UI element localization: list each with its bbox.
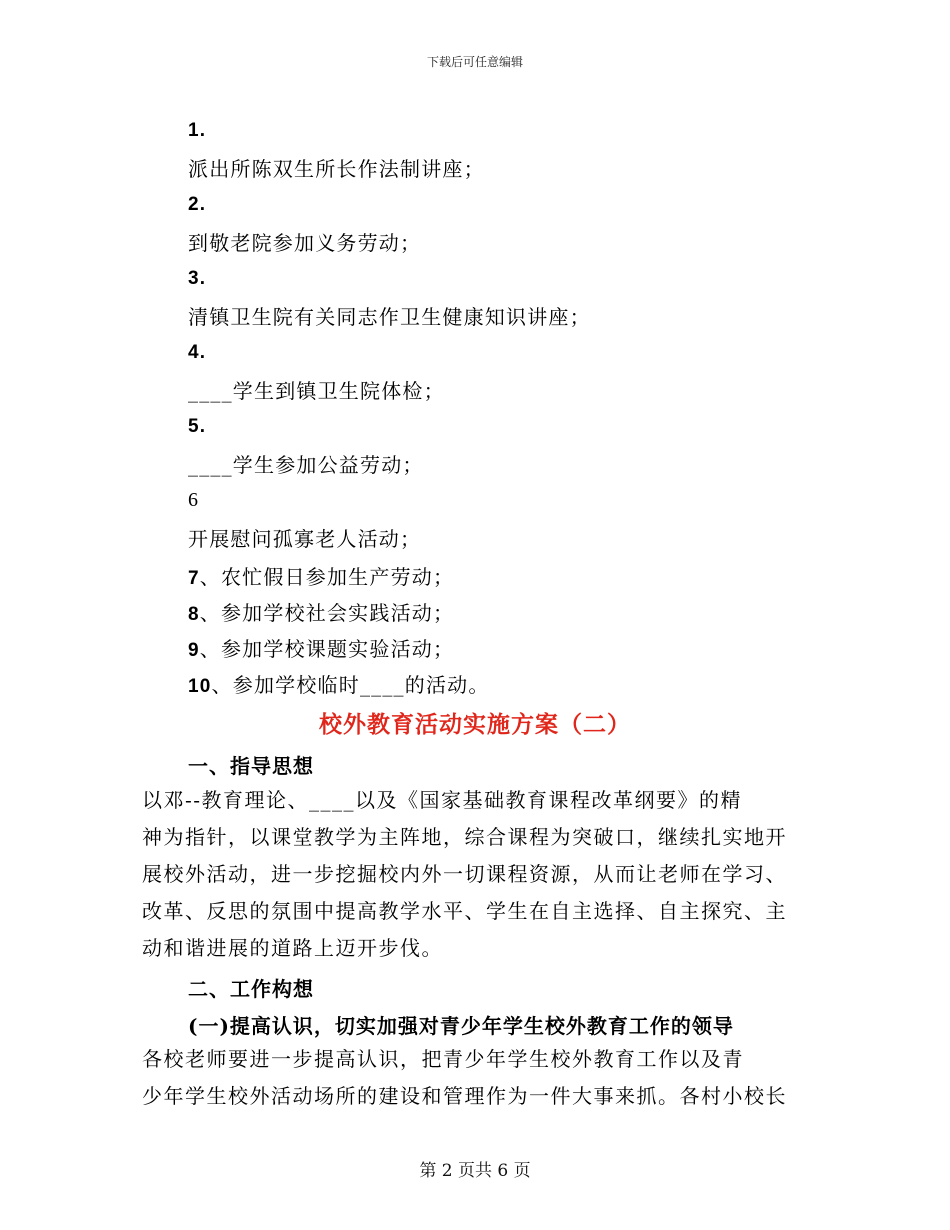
list-item-text: 派出所陈双生所长作法制讲座；	[188, 157, 485, 181]
list-number: 8	[188, 604, 200, 625]
list-item	[188, 633, 454, 662]
paragraph	[142, 1041, 808, 1115]
list-item-number	[188, 191, 206, 216]
list-number: 1.	[188, 120, 207, 141]
list-item	[188, 669, 490, 698]
list-item-text: 开展慰问孤寡老人活动；	[188, 527, 422, 551]
list-item	[188, 561, 454, 590]
paragraph-line: 以邓--教育理论、____以及《国家基础教育课程改革纲要》的精	[142, 788, 743, 812]
list-item-number	[188, 413, 206, 438]
list-item-text: ____学生参加公益劳动；	[188, 453, 424, 477]
list-number: 5.	[188, 416, 207, 437]
paragraph-line: 各校老师要进一步提高认识，把青少年学生校外教育工作以及青	[142, 1047, 744, 1071]
list-item-text: 、农忙假日参加生产劳动；	[199, 565, 455, 589]
list-number: 2.	[188, 194, 207, 215]
list-number: 4.	[188, 342, 207, 363]
paragraph-line: 展校外活动，进一步挖掘校内外一切课程资源，从而让老师在学习、	[142, 862, 787, 886]
list-item-text: 、参加学校社会实践活动；	[199, 601, 455, 625]
list-number: 9	[188, 640, 200, 661]
section-heading: 一、指导思想	[188, 754, 314, 778]
list-item-number	[188, 117, 206, 142]
header-note: 下载后可任意编辑	[426, 55, 523, 69]
section-title: 校外教育活动实施方案（二）	[319, 711, 631, 738]
list-item-text: ____学生到镇卫生院体检；	[188, 379, 445, 403]
paragraph-line: 改革、反思的氛围中提高教学水平、学生在自主选择、自主探究、主	[142, 899, 787, 923]
list-item-number	[188, 265, 206, 290]
subsection-heading: (一)提高认识，切实加强对青少年学生校外教育工作的领导	[188, 1014, 734, 1038]
list-item-text: 、参加学校临时____的活动。	[211, 673, 490, 697]
paragraph	[142, 782, 808, 967]
list-number: 3.	[188, 268, 207, 289]
list-item-text: 到敬老院参加义务劳动；	[188, 231, 422, 255]
list-number: 7	[188, 568, 200, 589]
list-item-text: 、参加学校课题实验活动；	[199, 637, 455, 661]
list-item-number	[188, 339, 206, 364]
list-item-number	[188, 487, 199, 512]
list-item-text: 清镇卫生院有关同志作卫生健康知识讲座；	[188, 305, 591, 329]
list-number: 6	[188, 489, 200, 511]
list-item	[188, 597, 454, 626]
page-number: 第 2 页共 6 页	[419, 1161, 531, 1181]
paragraph-line: 少年学生校外活动场所的建设和管理作为一件大事来抓。各村小校长	[142, 1084, 787, 1108]
paragraph-line: 神为指针，以课堂教学为主阵地，综合课程为突破口，继续扎实地开	[142, 825, 787, 849]
list-number: 10	[188, 676, 212, 697]
paragraph-line: 动和谐进展的道路上迈开步伐。	[142, 936, 443, 960]
section-heading: 二、工作构想	[188, 977, 314, 1001]
